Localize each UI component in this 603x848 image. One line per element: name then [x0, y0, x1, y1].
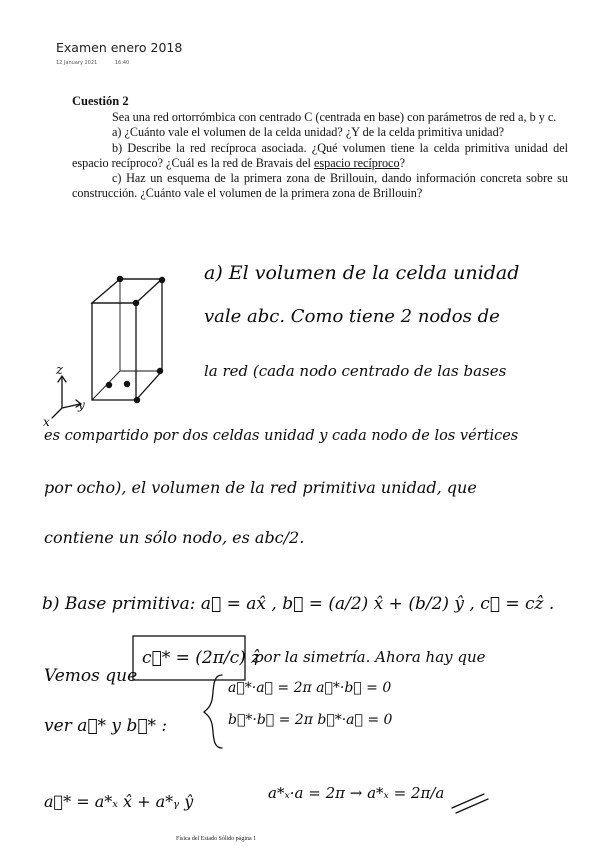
hw-line-9: ver a⃗* y b⃗* : — [44, 716, 168, 736]
axis-x-line — [52, 408, 62, 418]
question-title: Cuestión 2 — [72, 94, 129, 108]
question-item-a: a) ¿Cuánto vale el volumen de la celda unidad? ¿Y de la celda primitiva unidad? — [112, 125, 505, 140]
result-mark — [456, 799, 488, 813]
question-item-c: c) Haz un esquema de la primera zona de Brillouin, dando información concreta sobre su construcción. ¿Cuánto vale el volumen de la primera zona de Brillouin? — [72, 171, 568, 201]
page-date: 12 January 2021 — [56, 60, 98, 66]
system-brace — [204, 675, 222, 748]
node-dot — [157, 368, 163, 374]
hw-line-7: b) Base primitiva: a⃗ = ax̂ , b⃗ = (a/2) x̂ + (b/2) ŷ , c⃗ = cẑ . — [42, 594, 555, 614]
node-dot — [124, 381, 130, 387]
hw-line-8-start: Vemos que — [44, 666, 138, 686]
axis-y-label: y — [78, 398, 85, 412]
hw-line-2: vale abc. Como tiene 2 nodos de — [204, 306, 500, 327]
question-item-b-start: b) Describe la red recíproca asociada. ¿Qué volumen tiene la celda primitiva unidad del espacio recíproco? ¿Cuál es la red de Bravais del — [72, 140, 568, 170]
system-eq-1: a⃗*·a⃗ = 2π a⃗*·b⃗ = 0 — [228, 680, 392, 696]
question-intro: Sea una red ortorrómbica con centrado C (centrada en base) con parámetros de red a, b y c. — [112, 110, 557, 125]
hw-line-3: la red (cada nodo centrado de las bases — [204, 362, 507, 380]
cell-back-edge — [120, 279, 162, 371]
result-mark — [452, 794, 484, 808]
hw-line-1: a) El volumen de la celda unidad — [204, 262, 520, 284]
axis-z-label: z — [56, 363, 63, 378]
node-dot — [133, 300, 139, 306]
hw-line-10-left: a⃗* = a*ₓ x̂ + a*ᵧ ŷ — [44, 792, 194, 811]
hw-line-6: contiene un sólo nodo, es abc/2. — [44, 528, 305, 547]
node-dot — [159, 277, 165, 283]
hw-line-4: es compartido por dos celdas unidad y cada nodo de los vértices — [44, 428, 519, 444]
axis-x-label: x — [43, 415, 50, 429]
boxed-formula: c⃗* = (2π/c) ẑ — [142, 648, 261, 668]
page-footer: Física del Estado Sólido página 1 — [176, 836, 257, 842]
hw-line-10-right: a*ₓ·a = 2π → a*ₓ = 2π/a — [268, 784, 445, 802]
cell-bottom-right-edge — [136, 371, 162, 400]
cell-top-face — [92, 279, 162, 303]
page-title: Examen enero 2018 — [56, 40, 183, 55]
hw-line-8-end: por la simetría. Ahora hay que — [254, 648, 486, 666]
page-time: 16:40 — [114, 60, 130, 66]
node-dot — [117, 276, 123, 282]
node-dot — [106, 382, 112, 388]
system-eq-2: b⃗*·b⃗ = 2π b⃗*·a⃗ = 0 — [228, 712, 393, 728]
hw-line-5: por ocho), el volumen de la red primitiva unidad, que — [44, 478, 477, 497]
question-item-b-end: ? — [399, 155, 405, 170]
node-dot — [134, 397, 140, 403]
question-item-b-underlined: espacio recíproco — [313, 155, 400, 170]
